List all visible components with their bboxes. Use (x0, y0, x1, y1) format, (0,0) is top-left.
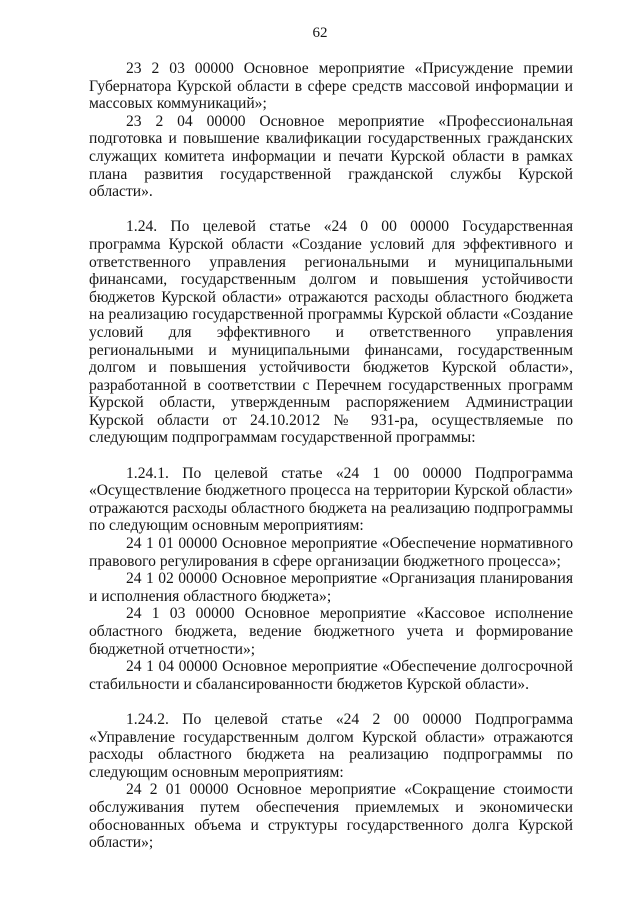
paragraph-1-24-1: 1.24.1. По целевой статье «24 1 00 00000 Подпрограмма «Осуществление бюджетного процесса на территории Курской области» отражаются расходы областного бюджета на реализацию подпрограммы по следующим основным мероприятиям: (89, 464, 573, 535)
blank-line (89, 201, 573, 219)
blank-line (89, 693, 573, 711)
paragraph-1-24-2: 1.24.2. По целевой статье «24 2 00 00000 Подпрограмма «Управление государственным долгом Курской области» отражаются расходы областного бюджета на реализацию подпрограммы по следующим основным мероприятиям: (89, 710, 573, 781)
document-body (89, 60, 573, 852)
paragraph-23-2-04: 23 2 04 00000 Основное мероприятие «Профессиональная подготовка и повышение квалификации государственных гражданских служащих комитета информации и печати Курской области в рамках плана развития государственной гражданской службы Курской области». (89, 112, 573, 201)
blank-line (89, 447, 573, 465)
paragraph-24-2-01: 24 2 01 00000 Основное мероприятие «Сокращение стоимости обслуживания путем обеспечения приемлемых и экономически обоснованных объема и структуры государственного долга Курской области»; (89, 781, 573, 852)
paragraph-24-1-02: 24 1 02 00000 Основное мероприятие «Организация планирования и исполнения областного бюджета»; (89, 570, 573, 605)
paragraph-24-1-03: 24 1 03 00000 Основное мероприятие «Кассовое исполнение областного бюджета, ведение бюджетного учета и формирование бюджетной отчетности»; (89, 605, 573, 658)
paragraph-24-1-01: 24 1 01 00000 Основное мероприятие «Обеспечение нормативного правового регулирования в сфере организации бюджетного процесса»; (89, 535, 573, 570)
page-number: 62 (312, 25, 328, 41)
paragraph-1-24: 1.24. По целевой статье «24 0 00 00000 Государственная программа Курской области «Создание условий для эффективного и ответственного управления региональными и муниципальными финансами, государственным долгом и повышения устойчивости бюджетов Курской области» отражаются расходы областного бюджета на реализацию государственной программы Курской области «Создание условий для эффективного и ответственного управления региональными и муниципальными финансами, государственным долгом и повышения устойчивости бюджетов Курской области», разработанной в соответствии с Перечнем государственных программ Курской области, утвержденным распоряжением Администрации Курской области от 24.10.2012 № 931-ра, осуществляемые по следующим подпрограммам государственной программы: (89, 218, 573, 447)
paragraph-23-2-03: 23 2 03 00000 Основное мероприятие «Присуждение премии Губернатора Курской области в сфере средств массовой информации и массовых коммуникаций»; (89, 60, 573, 113)
paragraph-24-1-04: 24 1 04 00000 Основное мероприятие «Обеспечение долгосрочной стабильности и сбалансированности бюджетов Курской области». (89, 658, 573, 693)
